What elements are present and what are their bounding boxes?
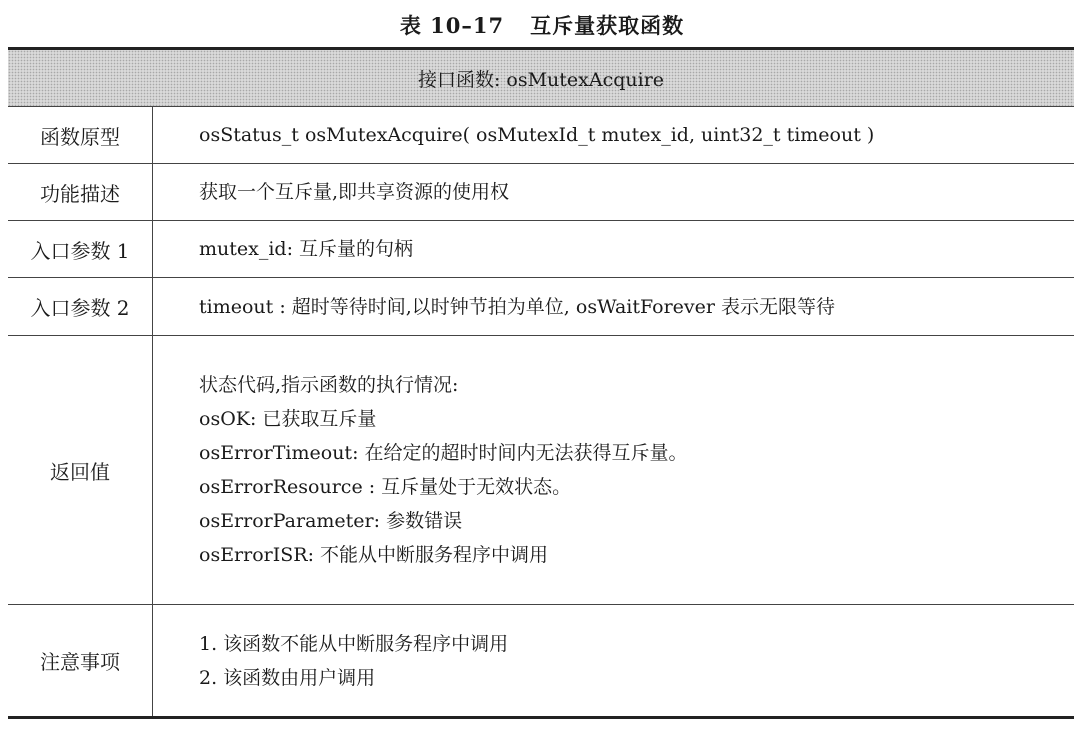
table-bottom-rule xyxy=(8,716,1074,719)
return-line: osErrorParameter: 参数错误 xyxy=(199,510,463,532)
interface-function-label: 接口函数: osMutexAcquire xyxy=(417,68,665,91)
row-value xyxy=(153,278,1074,335)
table-row-prototype xyxy=(8,107,1074,164)
row-label: 注意事项 xyxy=(8,605,153,716)
row-value xyxy=(153,107,1074,163)
param-1-text: mutex_id: 互斥量的句柄 xyxy=(199,238,414,260)
table-row-notes xyxy=(8,605,1074,716)
table-number: 表 10–17 xyxy=(399,13,505,38)
row-label: 功能描述 xyxy=(8,164,153,220)
param-2-text: timeout : 超时等待时间,以时钟节拍为单位, osWaitForever 表示无限等待 xyxy=(199,295,836,318)
row-value xyxy=(153,605,1074,716)
return-line: osOK: 已获取互斥量 xyxy=(199,408,377,430)
note-line: 1. 该函数不能从中断服务程序中调用 xyxy=(199,632,509,655)
return-line: osErrorISR: 不能从中断服务程序中调用 xyxy=(199,544,549,566)
table-row-description xyxy=(8,164,1074,221)
table-caption xyxy=(0,10,1084,40)
table-row-param-2 xyxy=(8,278,1074,336)
prototype-text: osStatus_t osMutexAcquire( osMutexId_t mutex_id, uint32_t timeout ) xyxy=(199,124,875,146)
row-label: 入口参数 2 xyxy=(8,278,153,335)
table-title: 互斥量获取函数 xyxy=(530,13,685,38)
row-label: 函数原型 xyxy=(8,107,153,163)
row-value xyxy=(153,164,1074,220)
table-header xyxy=(8,50,1074,107)
return-line: osErrorResource : 互斥量处于无效状态。 xyxy=(199,476,572,498)
row-label: 入口参数 1 xyxy=(8,221,153,277)
table-row-param-1 xyxy=(8,221,1074,278)
return-line: 状态代码,指示函数的执行情况: xyxy=(199,374,459,396)
row-label: 返回值 xyxy=(8,336,153,604)
note-line: 2. 该函数由用户调用 xyxy=(199,666,376,689)
row-value xyxy=(153,336,1074,604)
description-text: 获取一个互斥量,即共享资源的使用权 xyxy=(199,181,510,203)
table-row-return-value xyxy=(8,336,1074,605)
return-line: osErrorTimeout: 在给定的超时时间内无法获得互斥量。 xyxy=(199,442,688,464)
row-value xyxy=(153,221,1074,277)
